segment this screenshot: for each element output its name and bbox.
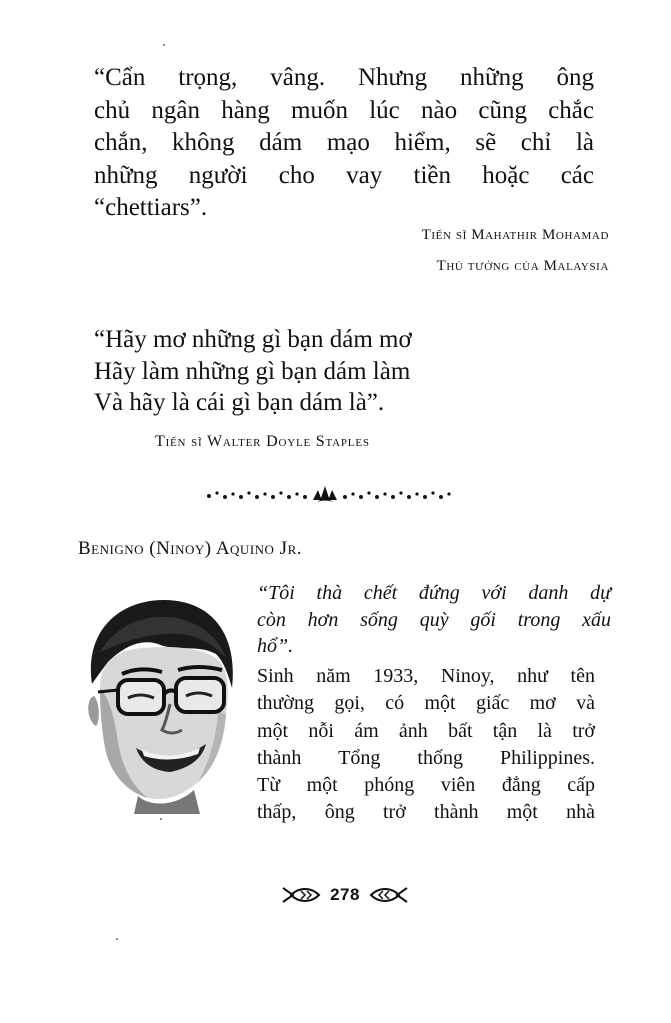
fish-ornament-icon [369,886,409,904]
portrait-photo [78,592,244,818]
quote-line: chủ ngân hàng muốn lúc nào cũng chắc [94,96,594,124]
quote-mahathir [94,62,594,225]
fish-ornament-icon [281,886,321,904]
quote-attribution-title: Thủ tướng của Malaysia [436,258,609,274]
bio-line: một nỗi ám ảnh bất tận là trở [257,719,595,742]
scan-speck [116,938,118,940]
quote-line: “Tôi thà chết đứng với danh dự [257,582,611,604]
quote-line: Và hãy là cái gì bạn dám là”. [94,389,385,416]
aquino-quote [257,580,611,660]
biography-text [257,663,595,827]
quote-line: còn hơn sống quỳ gối trong xấu [257,608,611,631]
page-footer [281,883,409,907]
bio-line: Từ một phóng viên đẳng cấp [257,774,595,797]
page-number: 278 [330,885,360,904]
quote-attribution-name: Tiến sĩ Mahathir Mohamad [421,227,609,243]
bio-line: thành Tổng thống Philippines. [257,746,595,769]
quote-line: “chettiars”. [94,194,208,221]
bio-line: thường gọi, có một giấc mơ và [257,692,595,715]
quote-line: chắn, không dám mạo hiểm, sẽ chỉ là [94,129,594,156]
quote-line: “Hãy mơ những gì bạn dám mơ [94,326,412,353]
ornament-divider [205,484,453,506]
scan-speck [160,818,162,820]
bio-line: Sinh năm 1933, Ninoy, như tên [257,665,595,687]
scan-speck [163,44,165,46]
quote-attribution-name: Tiến sĩ Walter Doyle Staples [155,433,370,450]
quote-line: “Cẩn trọng, vâng. Nhưng những ông [94,64,594,91]
bio-line: thấp, ông trở thành một nhà [257,801,595,824]
quote-line: hổ”. [257,635,294,657]
quote-staples [94,324,412,419]
quote-line: Hãy làm những gì bạn dám làm [94,357,411,385]
section-heading: Benigno (Ninoy) Aquino Jr. [78,538,302,559]
quote-line: những người cho vay tiền hoặc các [94,161,594,189]
